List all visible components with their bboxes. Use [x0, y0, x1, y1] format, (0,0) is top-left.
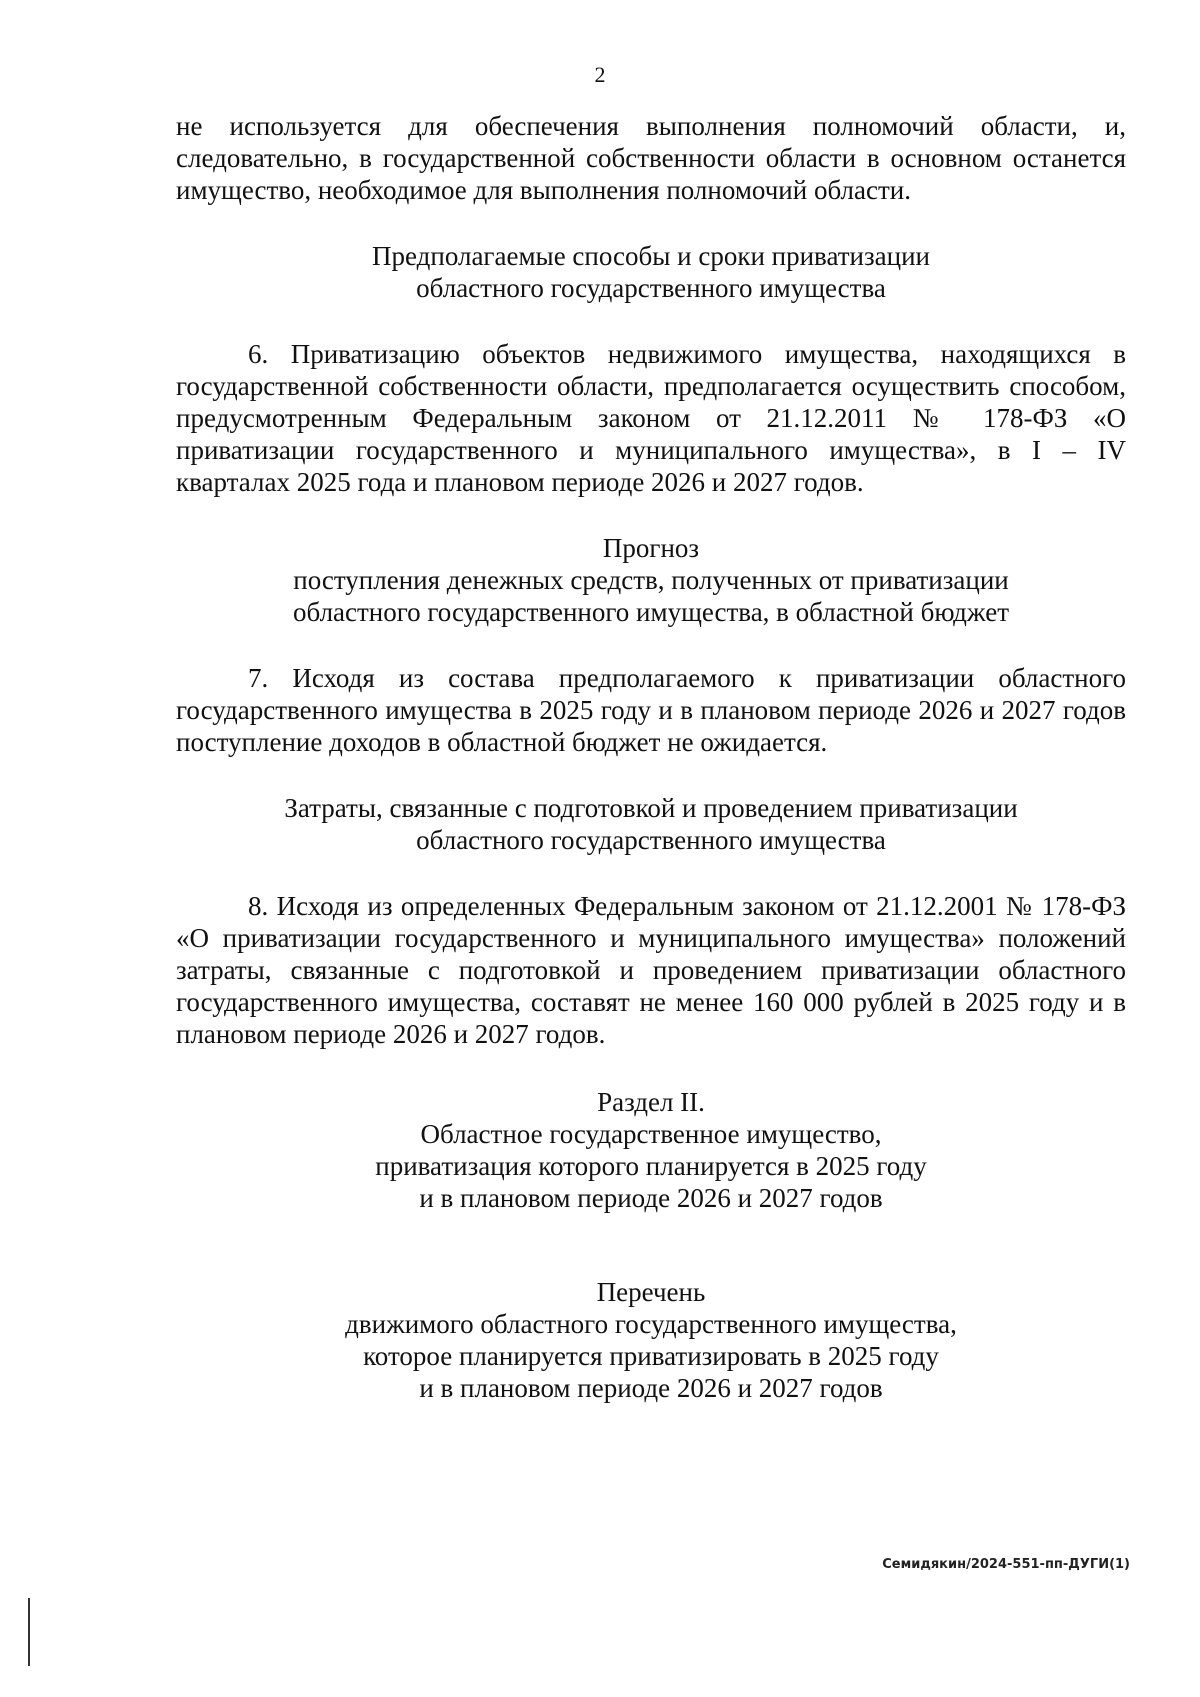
page-number: 2 [594, 62, 606, 87]
section-two-heading-line: Областное государственное имущество, [420, 1119, 882, 1149]
forecast-heading-line: областного государственного имущества, в областной бюджет [293, 597, 1009, 627]
scan-edge-mark [28, 1598, 30, 1666]
forecast-heading-line: поступления денежных средств, полученных от приватизации [293, 565, 1009, 595]
methods-heading-line: областного государственного имущества [416, 273, 886, 303]
intro-paragraph: не используется для обеспечения выполнения полномочий области, и, следовательно, в государственной собственности области в основном останется имущество, необходимое для выполнения полномочий области. [176, 111, 1126, 205]
section-two-heading [176, 1086, 1126, 1214]
costs-heading-line: областного государственного имущества [416, 825, 886, 855]
paragraph-8: 8. Исходя из определенных Федеральным законом от 21.12.2001 № 178-ФЗ «О приватизации государственного и муниципального имущества» положений затраты, связанные с подготовкой и проведением приватизации областного государственного имущества, составят не менее 160 000 рублей в 2025 году и в плановом периоде 2026 и 2027 годов. [176, 891, 1126, 1049]
list-heading-line: Перечень [596, 1277, 706, 1307]
costs-heading-line: Затраты, связанные с подготовкой и проведением приватизации [284, 793, 1018, 823]
document-code: Семидякин/2024-551-пп-ДУГИ(1) [882, 1557, 1130, 1572]
methods-heading-line: Предполагаемые способы и сроки приватизации [372, 241, 930, 271]
costs-heading [176, 792, 1126, 856]
list-heading [176, 1276, 1126, 1404]
section-two-heading-line: приватизация которого планируется в 2025 году [375, 1151, 927, 1181]
forecast-heading-line: Прогноз [602, 533, 700, 563]
methods-heading [176, 240, 1126, 304]
list-heading-line: которое планируется приватизировать в 2025 году [363, 1341, 939, 1371]
paragraph-6: 6. Приватизацию объектов недвижимого имущества, находящихся в государственной собственности области, предполагается осуществить способом, предусмотренным Федеральным законом от 21.12.2011 № 178-ФЗ «О приватизации государственного и муниципального имущества», в I – IV кварталах 2025 года и плановом периоде 2026 и 2027 годов. [176, 339, 1126, 497]
forecast-heading [176, 532, 1126, 628]
paragraph-7: 7. Исходя из состава предполагаемого к приватизации областного государственного имущества в 2025 году и в плановом периоде 2026 и 2027 годов поступление доходов в областной бюджет не ожидается. [176, 663, 1126, 757]
section-two-heading-line: и в плановом периоде 2026 и 2027 годов [419, 1183, 883, 1213]
list-heading-line: движимого областного государственного имущества, [345, 1309, 957, 1339]
section-two-heading-line: Раздел II. [597, 1087, 705, 1117]
document-body [176, 110, 1126, 1404]
list-heading-line: и в плановом периоде 2026 и 2027 годов [419, 1373, 883, 1403]
